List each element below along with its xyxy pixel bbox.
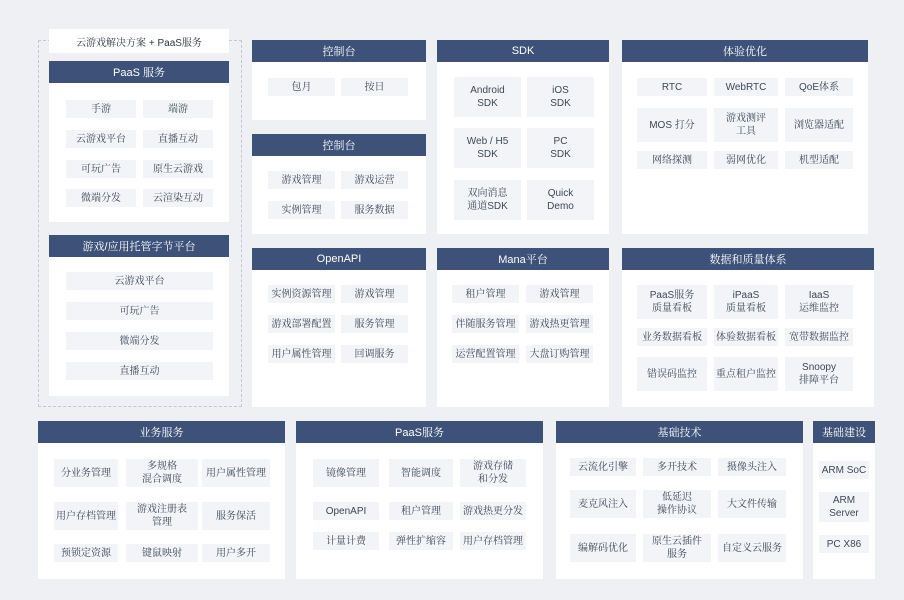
hosting-panel-item: 可玩广告 (66, 302, 213, 320)
paas-service-panel-item: 云渲染互动 (143, 189, 213, 207)
basic-technology-panel-item: 摄像头注入 (718, 458, 786, 476)
data-quality-panel-item: 错误码监控 (637, 357, 707, 391)
console-billing-panel-title: 控制台 (252, 40, 426, 62)
data-quality-panel-item: Snoopy 排障平台 (785, 357, 853, 391)
hosting-panel-item: 云游戏平台 (66, 272, 213, 290)
experience-optimization-panel-title: 体验优化 (622, 40, 868, 62)
data-quality-panel-item: 宽带数据监控 (785, 328, 853, 346)
sdk-panel-item: Web / H5 SDK (454, 128, 521, 168)
mana-platform-panel-item: 租户管理 (452, 285, 519, 303)
hosting-panel-title: 游戏/应用托管字节平台 (49, 235, 229, 257)
paas-service-panel-item: 直播互动 (143, 130, 213, 148)
openapi-panel-item: 游戏管理 (341, 285, 408, 303)
business-service-panel-item: 预锁定资源 (54, 544, 118, 562)
experience-optimization-panel-item: MOS 打分 (637, 108, 707, 142)
experience-optimization-panel-item: RTC (637, 78, 707, 96)
paas-bottom-panel-item: 游戏热更分发 (460, 502, 526, 520)
paas-service-panel-item: 微端分发 (66, 189, 136, 207)
paas-service-panel-item: 可玩广告 (66, 160, 136, 178)
sdk-panel-item: Android SDK (454, 77, 521, 117)
data-quality-panel-item: PaaS服务 质量看板 (637, 285, 707, 319)
data-quality-panel-item: 体验数据看板 (714, 328, 778, 346)
paas-bottom-panel-item: OpenAPI (313, 502, 379, 520)
openapi-panel-item: 服务管理 (341, 315, 408, 333)
infrastructure-panel-title: 基础建设 (813, 421, 875, 443)
console-management-panel-item: 服务数据 (341, 201, 408, 219)
paas-service-panel-item: 端游 (143, 100, 213, 118)
openapi-panel-item: 游戏部署配置 (268, 315, 335, 333)
business-service-panel-item: 游戏注册表 管理 (126, 502, 198, 530)
experience-optimization-panel-item: 浏览器适配 (785, 108, 853, 142)
basic-technology-panel-item: 多开技术 (643, 458, 711, 476)
basic-technology-panel-item: 原生云插件 服务 (643, 534, 711, 562)
basic-technology-panel-item: 自定义云服务 (718, 534, 786, 562)
experience-optimization-panel-item: 网络探测 (637, 151, 707, 169)
experience-optimization-panel-item: QoE体系 (785, 78, 853, 96)
paas-bottom-panel-title: PaaS服务 (296, 421, 543, 443)
paas-service-panel-item: 原生云游戏 (143, 160, 213, 178)
paas-service-panel-title: PaaS 服务 (49, 61, 229, 83)
business-service-panel-item: 多规格 混合调度 (126, 459, 198, 487)
data-quality-panel-item: IaaS 运维监控 (785, 285, 853, 319)
openapi-panel-item: 实例资源管理 (268, 285, 335, 303)
basic-technology-panel-item: 云流化引擎 (570, 458, 636, 476)
mana-platform-panel-item: 游戏管理 (526, 285, 593, 303)
data-quality-panel-title: 数据和质量体系 (622, 248, 874, 270)
basic-technology-panel-item: 麦克风注入 (570, 490, 636, 518)
business-service-panel-item: 用户存档管理 (54, 502, 118, 530)
business-service-panel-item: 服务保活 (202, 502, 270, 530)
paas-bottom-panel-item: 智能调度 (389, 459, 453, 487)
paas-bottom-panel-item: 计量计费 (313, 532, 379, 550)
solution-title: 云游戏解决方案 + PaaS服务 (49, 29, 229, 53)
paas-bottom-panel-item: 游戏存储 和分发 (460, 459, 526, 487)
basic-technology-panel-item: 低延迟 操作协议 (643, 490, 711, 518)
data-quality-panel-item: 业务数据看板 (637, 328, 707, 346)
console-management-panel-title: 控制台 (252, 134, 426, 156)
infrastructure-panel-item: ARM SoC (819, 461, 869, 479)
data-quality-panel-item: iPaaS 质量看板 (714, 285, 778, 319)
console-management-panel-item: 游戏管理 (268, 171, 335, 189)
mana-platform-panel-item: 大盘订购管理 (526, 345, 593, 363)
business-service-panel-title: 业务服务 (38, 421, 285, 443)
openapi-panel-item: 回调服务 (341, 345, 408, 363)
paas-bottom-panel-item: 用户存档管理 (460, 532, 526, 550)
hosting-panel-item: 微端分发 (66, 332, 213, 350)
basic-technology-panel-title: 基础技术 (556, 421, 803, 443)
paas-service-panel-item: 手游 (66, 100, 136, 118)
basic-technology-panel-item: 编解码优化 (570, 534, 636, 562)
mana-platform-panel-item: 伴随服务管理 (452, 315, 519, 333)
sdk-panel-item: 双向消息 通道SDK (454, 180, 521, 220)
business-service-panel-item: 用户属性管理 (202, 459, 270, 487)
mana-platform-panel-title: Mana平台 (437, 248, 609, 270)
business-service-panel-item: 用户多开 (202, 544, 270, 562)
sdk-panel-item: Quick Demo (527, 180, 594, 220)
hosting-panel-item: 直播互动 (66, 362, 213, 380)
sdk-panel-item: iOS SDK (527, 77, 594, 117)
mana-platform-panel-item: 游戏热更管理 (526, 315, 593, 333)
business-service-panel-item: 分业务管理 (54, 459, 118, 487)
console-management-panel-item: 游戏运营 (341, 171, 408, 189)
basic-technology-panel-item: 大文件传输 (718, 490, 786, 518)
paas-bottom-panel-item: 弹性扩缩容 (389, 532, 453, 550)
mana-platform-panel-item: 运营配置管理 (452, 345, 519, 363)
experience-optimization-panel-item: 弱网优化 (714, 151, 778, 169)
sdk-panel-title: SDK (437, 40, 609, 62)
infrastructure-panel-item: ARM Server (819, 492, 869, 522)
openapi-panel-title: OpenAPI (252, 248, 426, 270)
paas-bottom-panel (296, 421, 543, 579)
paas-bottom-panel-item: 镜像管理 (313, 459, 379, 487)
console-billing-panel-item: 按日 (341, 78, 408, 96)
experience-optimization-panel-item: WebRTC (714, 78, 778, 96)
openapi-panel-item: 用户属性管理 (268, 345, 335, 363)
sdk-panel-item: PC SDK (527, 128, 594, 168)
paas-bottom-panel-item: 租户管理 (389, 502, 453, 520)
console-billing-panel-item: 包月 (268, 78, 335, 96)
business-service-panel-item: 键鼠映射 (126, 544, 198, 562)
experience-optimization-panel-item: 游戏测评 工具 (714, 108, 778, 142)
data-quality-panel-item: 重点租户监控 (714, 357, 778, 391)
paas-service-panel-item: 云游戏平台 (66, 130, 136, 148)
experience-optimization-panel-item: 机型适配 (785, 151, 853, 169)
infrastructure-panel-item: PC X86 (819, 535, 869, 553)
console-management-panel-item: 实例管理 (268, 201, 335, 219)
